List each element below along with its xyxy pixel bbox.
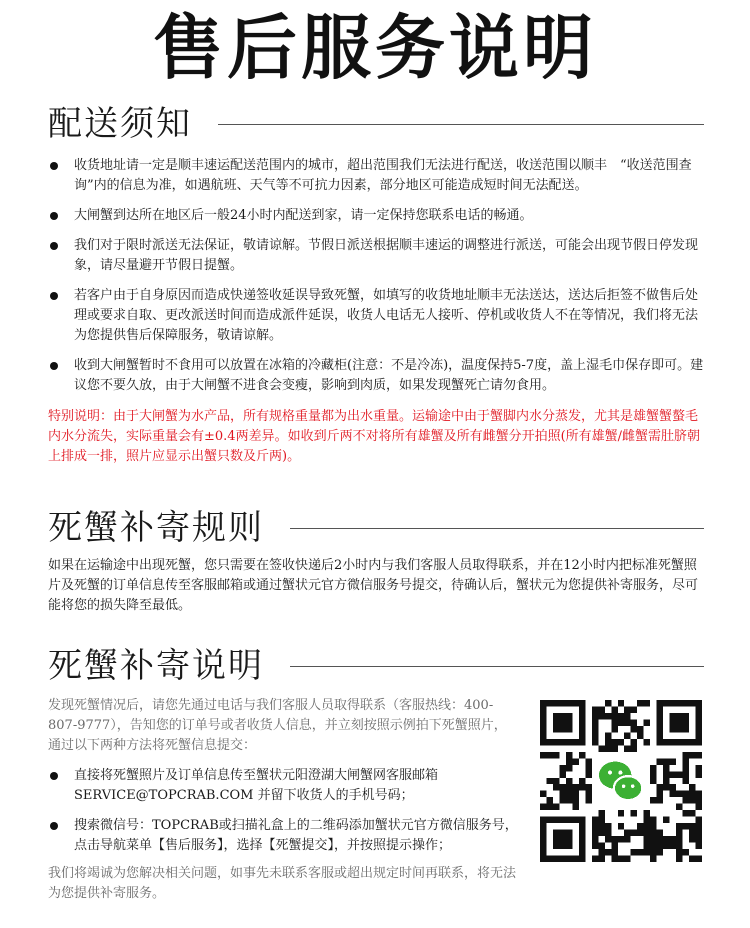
divider — [218, 124, 704, 125]
rules-paragraph: 如果在运输途中出现死蟹，您只需要在签收快递后2小时内与我们客服人员取得联系，并在12小时内把标准死蟹照片及死蟹的订单信息传至客服邮箱或通过蟹状元官方微信服务号提交，待确认后，蟹状元为您提供补寄服务，尽可能将您的损失降至最低。 — [48, 558, 699, 613]
list-item: 若客户由于自身原因而造成快递签收延误导致死蟹，如填写的收货地址顺丰无法送达，送达后拒签不做售后处理或要求自取、更改派送时间而造成派件延误，收货人电话无人接听、停机或收货人不在等情况，我们将无法为您提供售后保障服务，敬请谅解。 — [48, 286, 710, 346]
wechat-qr-code-icon — [540, 700, 702, 862]
bullet-dot-icon — [50, 162, 58, 170]
special-note: 特别说明：由于大闸蟹为水产品，所有规格重量都为出水重量。运输途中由于蟹脚内水分蒸发，尤其是雄蟹蟹螯毛内水分流失，实际重量会有±0.4两差异。如收到斤两不对将所有雄蟹及所有雌蟹分开拍照(所有雄蟹/雌蟹需肚脐朝上排成一排，照片应显示出蟹只数及斤两)。 — [48, 409, 701, 464]
list-item: 收到大闸蟹暂时不食用可以放置在冰箱的冷藏柜(注意：不是冷冻)，温度保持5-7度，盖上湿毛巾保存即可。建议您不要久放，由于大闸蟹不进食会变瘦，影响到肉质，如果发现蟹死亡请勿食用。 — [48, 356, 710, 396]
bullet-dot-icon — [50, 292, 58, 300]
divider — [290, 528, 704, 529]
divider — [290, 666, 704, 667]
delivery-notice-list — [48, 156, 710, 396]
intro-paragraph: 发现死蟹情况后，请您先通过电话与我们客服人员取得联系（客服热线：400-807-9777），告知您的订单号或者收货人信息，并立刻按照示例拍下死蟹照片，通过以下两种方法将死蟹信息提交： — [48, 698, 507, 753]
wechat-logo-icon — [596, 756, 647, 807]
page-title: 售后服务说明 — [153, 6, 597, 89]
bullet-dot-icon — [50, 212, 58, 220]
list-item: 我们对于限时派送无法保证，敬请谅解。节假日派送根据顺丰速运的调整进行派送，可能会出现节假日停发现象，请尽量避开节假日提蟹。 — [48, 236, 710, 276]
bullet-dot-icon — [50, 242, 58, 250]
list-item: 收货地址请一定是顺丰速运配送范围内的城市，超出范围我们无法进行配送，收送范围以顺丰 “收送范围查询”内的信息为准，如遇航班、天气等不可抗力因素，部分地区可能造成短时间无法配送。 — [48, 156, 710, 196]
list-item: 搜索微信号：TOPCRAB或扫描礼盒上的二维码添加蟹状元官方微信服务号，点击导航菜单【售后服务】，选择【死蟹提交】，并按照提示操作； — [48, 816, 520, 856]
footer-paragraph: 我们将竭诚为您解决相关问题，如事先未联系客服或超出规定时间再联系，将无法为您提供补寄服务。 — [48, 866, 517, 901]
bullet-dot-icon — [50, 772, 58, 780]
section-heading-dead-crab-instructions — [48, 646, 704, 686]
section-title: 死蟹补寄说明 — [48, 646, 264, 686]
section-title: 配送须知 — [48, 104, 192, 144]
submit-methods-list — [48, 766, 520, 856]
section-heading-dead-crab-rules — [48, 508, 704, 548]
section-title: 死蟹补寄规则 — [48, 508, 264, 548]
list-item: 直接将死蟹照片及订单信息传至蟹状元阳澄湖大闸蟹网客服邮箱 SERVICE@TOPCRAB.COM 并留下收货人的手机号码； — [48, 766, 520, 806]
section-heading-delivery — [48, 104, 704, 144]
bullet-dot-icon — [50, 362, 58, 370]
bullet-dot-icon — [50, 822, 58, 830]
list-item: 大闸蟹到达所在地区后一般24小时内配送到家，请一定保持您联系电话的畅通。 — [48, 206, 710, 226]
